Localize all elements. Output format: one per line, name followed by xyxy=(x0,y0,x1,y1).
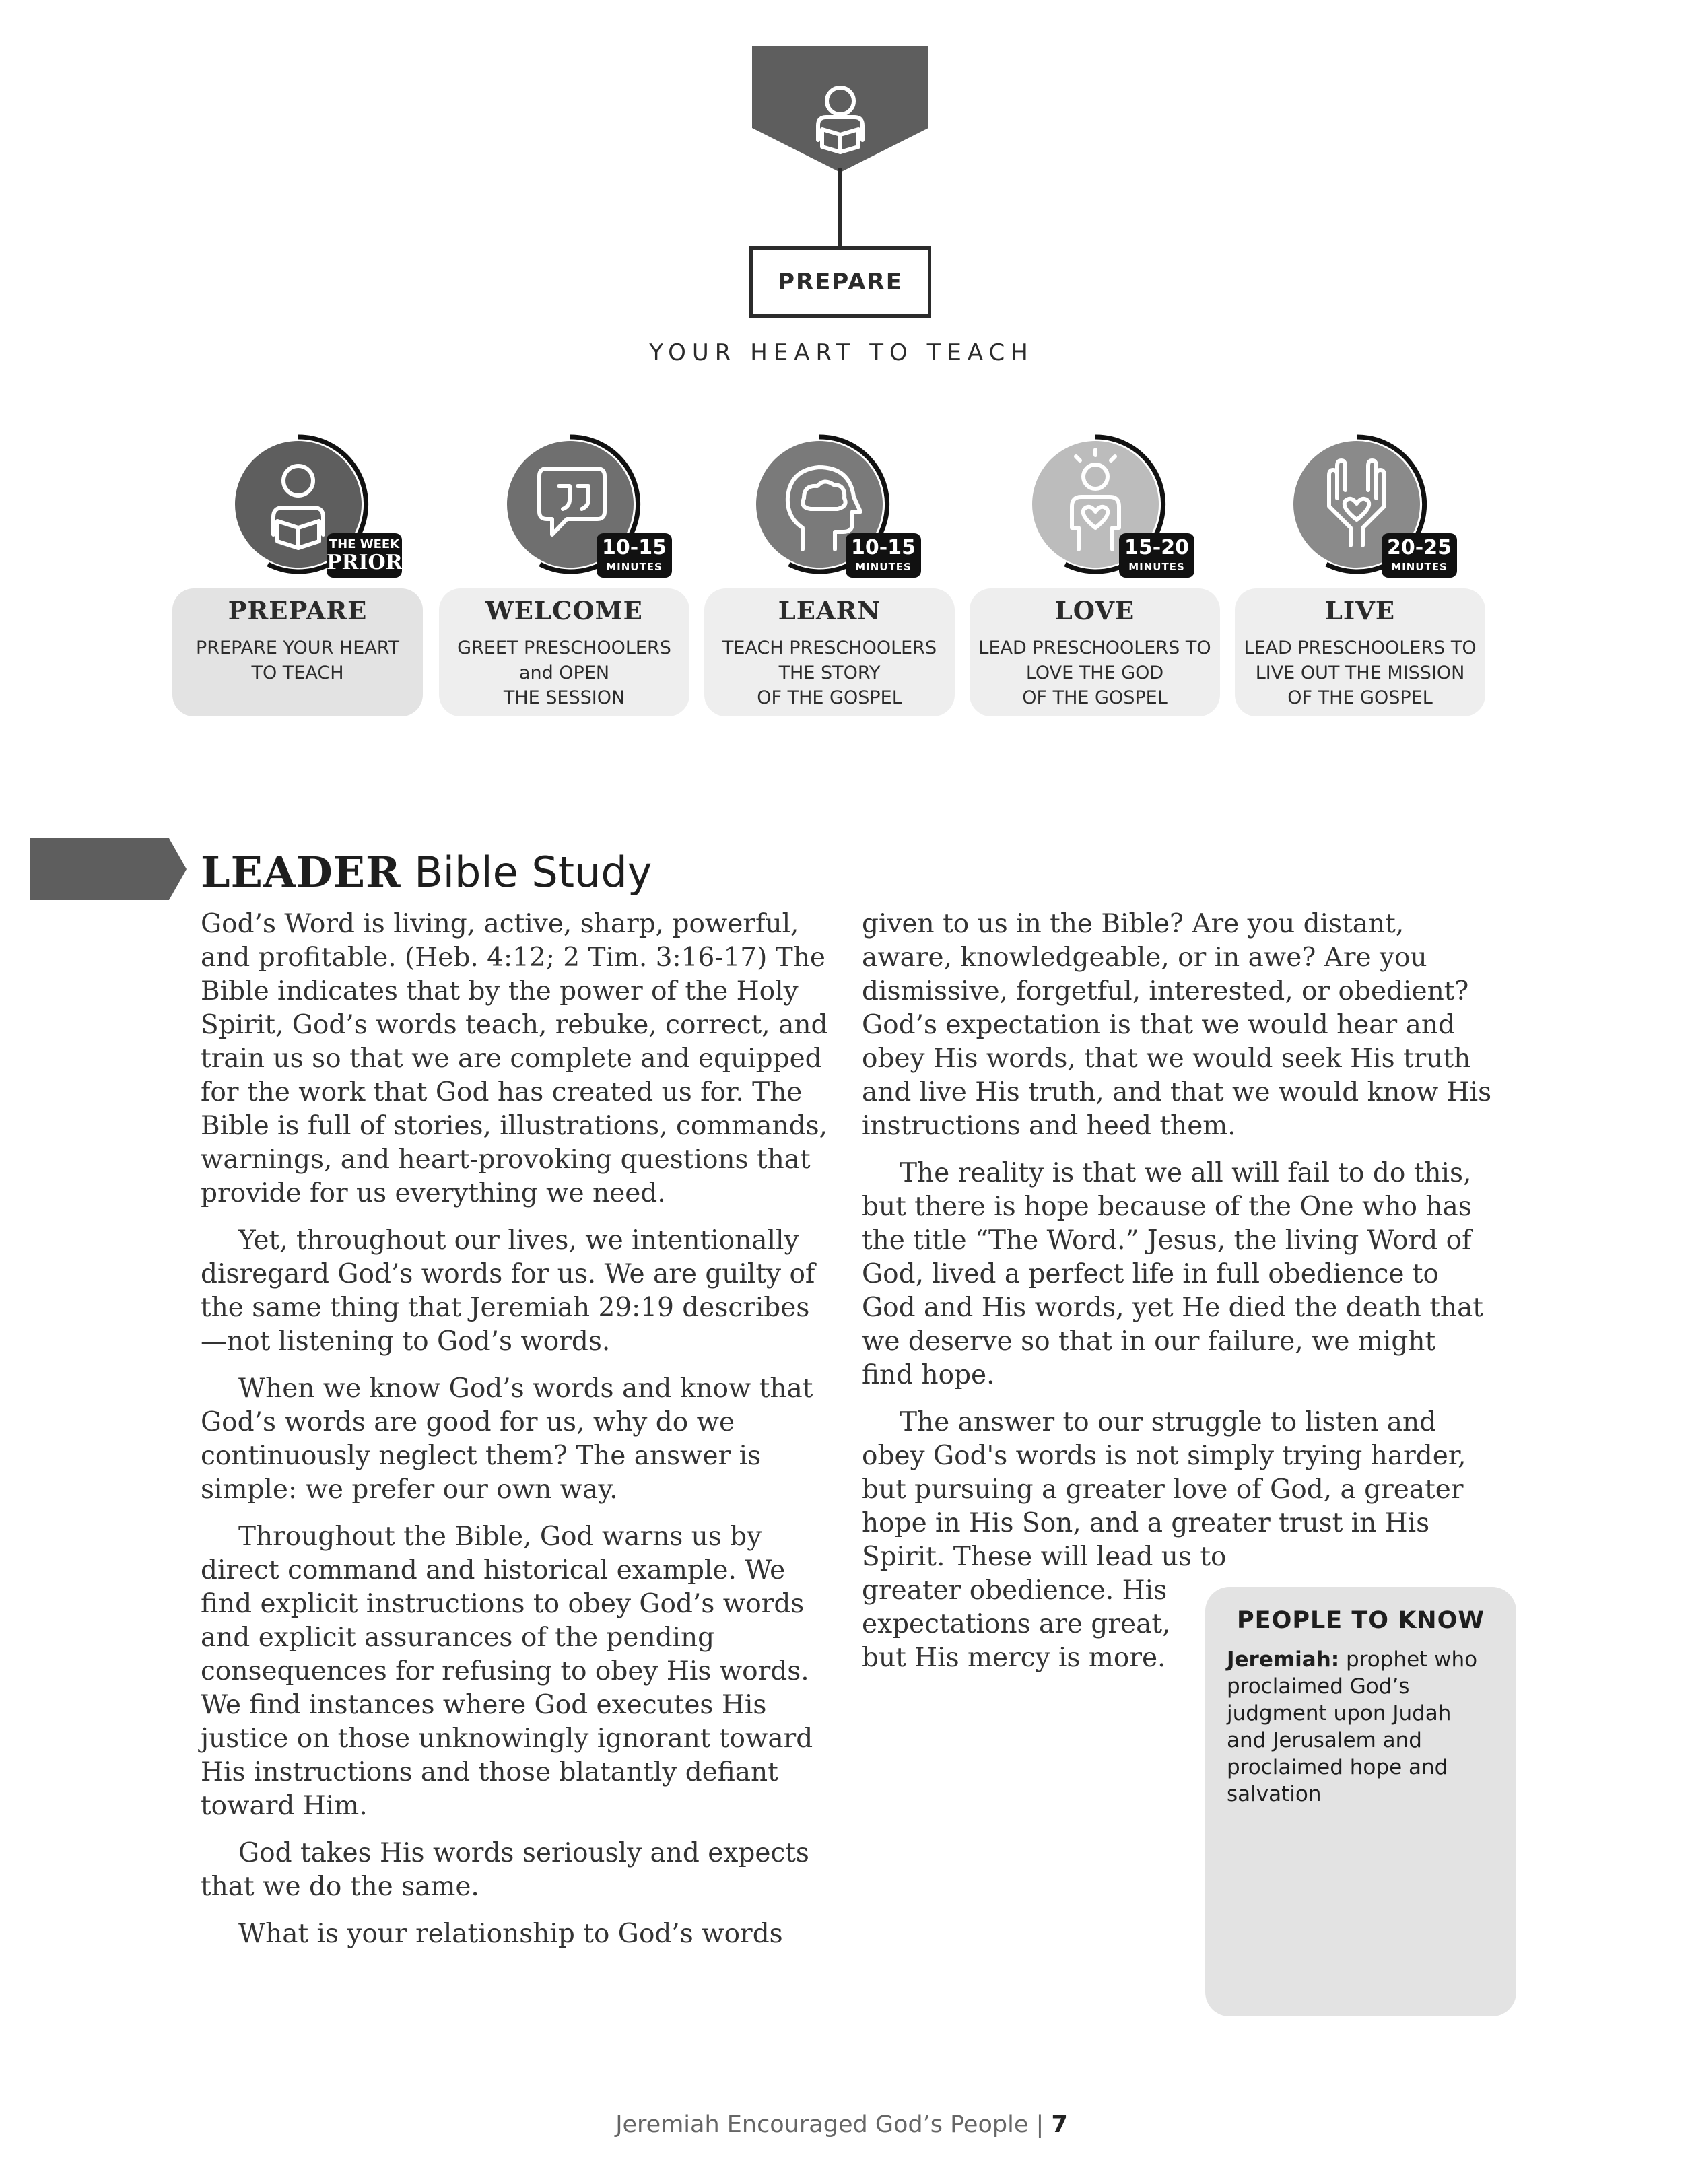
step-title: WELCOME xyxy=(485,596,643,625)
step-love-card xyxy=(970,588,1220,716)
step-description: TEACH PRESCHOOLERS THE STORY OF THE GOSPEL xyxy=(722,638,937,708)
step-live-badge: 20-25 MINUTES xyxy=(1382,533,1457,578)
step-description: LEAD PRESCHOOLERS TO LOVE THE GOD OF THE GOSPEL xyxy=(978,638,1211,708)
paragraph: Throughout the Bible, God warns us by direct command and historical example. We find explicit instructions to obey God’s words and explicit assurances of the pending consequences for refusing to obey His words. We find instances where God executes His justice on those unknowingly ignorant toward His instructions and those blatantly defiant toward Him. xyxy=(201,1522,813,1821)
step-title: LEARN xyxy=(778,596,881,625)
step-title: LOVE xyxy=(1054,596,1135,625)
sidebar-heading: PEOPLE TO KNOW xyxy=(1237,1607,1485,1634)
paragraph: What is your relationship to God’s words xyxy=(238,1919,783,1949)
section-title: LEADER Bible Study xyxy=(201,848,652,897)
step-live-card xyxy=(1235,588,1485,716)
paragraph-continued: greater obedience. His expectations are great, but His mercy is more. xyxy=(862,1575,1171,1673)
footer-separator: | xyxy=(1036,2111,1044,2138)
step-love-badge: 15-20 MINUTES xyxy=(1119,533,1194,578)
step-title: LIVE xyxy=(1324,596,1396,625)
prepare-label-box: PREPARE xyxy=(749,246,931,318)
body-column-right xyxy=(862,908,1495,1688)
prepare-banner xyxy=(752,46,928,172)
sidebar-term: Jeremiah: xyxy=(1227,1647,1340,1672)
footer-title: Jeremiah Encouraged God’s People xyxy=(615,2111,1029,2138)
paragraph: given to us in the Bible? Are you distant, aware, knowledgeable, or in awe? Are you dismissive, forgetful, interested, or obedient? God’s expectation is that we would hear and obey His words, that we would seek His truth and live His truth, and that we would know His instructions and heed them. xyxy=(862,909,1492,1141)
paragraph: The reality is that we all will fail to do this, but there is hope because of the One who has the title “The Word.” Jesus, the living Word of God, lived a perfect life in full obedience to God and His words, yet He died the death that we deserve so that in our failure, we might find hope. xyxy=(862,1158,1483,1390)
paragraph: God’s Word is living, active, sharp, powerful, and profitable. (Heb. 4:12; 2 Tim. 3:16-17) The Bible indicates that by the power of the Holy Spirit, God’s words teach, rebuke, correct, and train us so that we are complete and equipped for the work that God has created us for. The Bible is full of stories, illustrations, commands, warnings, and heart-provoking questions that provide for us everything we need. xyxy=(201,909,828,1208)
paragraph: Yet, throughout our lives, we intentionally disregard God’s words for us. We are guilty of the same thing that Jeremiah 29:19 describes—not listening to God’s words. xyxy=(201,1225,815,1357)
step-description: PREPARE YOUR HEART TO TEACH xyxy=(195,638,400,683)
paragraph: When we know God’s words and know that God’s words are good for us, why do we continuously neglect them? The answer is simple: we prefer our own way. xyxy=(201,1373,813,1505)
step-learn-badge: 10-15 MINUTES xyxy=(846,533,921,578)
body-column-left xyxy=(201,908,834,1965)
step-prepare-card xyxy=(172,588,423,716)
sidebar-definition: prophet who proclaimed God’s judgment upon Judah and Jerusalem and proclaimed hope and salvation xyxy=(1227,1647,1478,1806)
step-prepare-badge: THE WEEK PRIOR xyxy=(327,533,402,578)
section-tab-arrow xyxy=(30,838,187,900)
prepare-subtitle: YOUR HEART TO TEACH xyxy=(649,339,1034,366)
step-welcome-card xyxy=(439,588,689,716)
paragraph: The answer to our struggle to listen and obey God's words is not simply trying harder, but pursuing a greater love of God, a greater hope in His Son, and a greater trust in His Spirit. These will lead us to xyxy=(862,1407,1466,1572)
banner-stem xyxy=(838,168,842,248)
people-to-know-sidebar xyxy=(1205,1587,1516,2016)
step-title: PREPARE xyxy=(228,596,368,625)
sidebar-entry xyxy=(1227,1646,1495,1808)
step-description: LEAD PRESCHOOLERS TO LIVE OUT THE MISSION OF THE GOSPEL xyxy=(1244,638,1477,708)
step-welcome-badge: 10-15 MINUTES xyxy=(597,533,672,578)
page-footer xyxy=(471,2111,1212,2138)
page-number: 7 xyxy=(1051,2111,1068,2138)
step-description: GREET PRESCHOOLERS and OPEN THE SESSION xyxy=(457,638,671,708)
step-learn-card xyxy=(704,588,955,716)
paragraph: God takes His words seriously and expects that we do the same. xyxy=(201,1838,809,1902)
